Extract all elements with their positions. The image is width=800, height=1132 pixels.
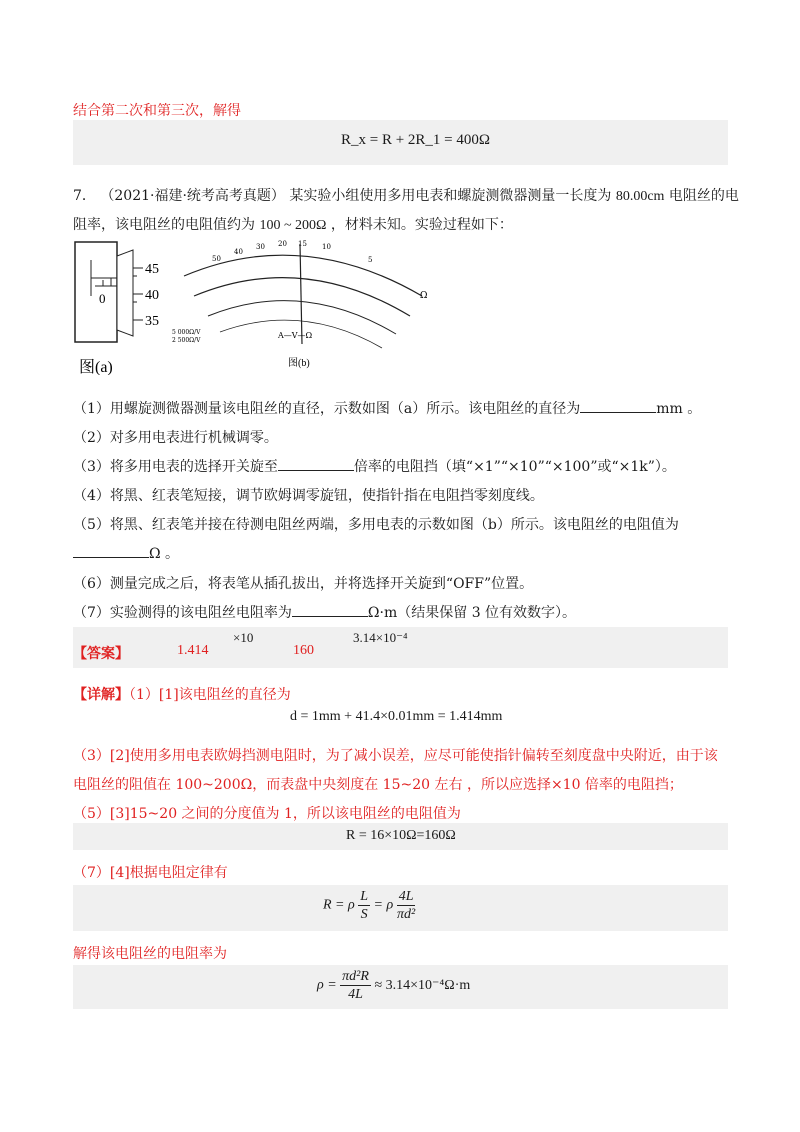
answer-value-2: ×10 — [233, 630, 254, 645]
micrometer-zero: 0 — [99, 291, 106, 306]
formula-resistance-box — [73, 823, 728, 850]
answer-box — [73, 627, 728, 668]
scale-label: 15 — [298, 240, 307, 248]
dc-scale-arc — [194, 278, 410, 316]
question-stem-2b: ，材料未知。实验过程如下： — [330, 217, 513, 233]
explanation-p3: （5）[3]15~20 之间的分度值为 1，所以该电阻丝的电阻值为 — [73, 806, 461, 822]
question-stem-cont: 电阻丝的电 — [668, 188, 739, 204]
formula-diameter: d = 1mm + 41.4×0.01mm = 1.414mm — [290, 709, 503, 724]
explanation-p4: （7）[4]根据电阻定律有 — [73, 865, 228, 881]
formula-law-box — [73, 885, 728, 931]
prev-formula: R_x = R + 2R_1 = 400Ω — [341, 132, 491, 148]
answer-blank — [73, 545, 149, 558]
question-source: （2021·福建·统考高考真题） — [100, 188, 285, 204]
fraction-den: S — [360, 907, 368, 922]
question-stem-2a: 阻率，该电阻丝的电阻值约为 — [73, 217, 255, 233]
question-number: 7． — [73, 188, 96, 204]
micrometer-thimble — [117, 250, 133, 336]
formula-law — [323, 888, 415, 923]
scale-label: 50 — [212, 255, 221, 263]
resistance-range: 100 ~ 200Ω — [259, 218, 327, 233]
step-2: （2）对多用电表进行机械调零。 — [73, 430, 278, 446]
fraction-den: 4L — [348, 987, 363, 1002]
step-text: （3）将多用电表的选择开关旋至 — [73, 459, 278, 475]
meter-avo-label: A—V—Ω — [278, 331, 313, 340]
answer-blank — [580, 400, 656, 413]
formula-resistivity-lhs: ρ = — [317, 977, 337, 993]
step-suffix: mm 。 — [656, 401, 702, 417]
formula-law-eq: = ρ — [373, 897, 394, 913]
step-4: （4）将黑、红表笔短接，调节欧姆调零旋钮，使指针指在电阻挡零刻度线。 — [73, 488, 544, 504]
scale-label: 10 — [322, 243, 331, 251]
scale-label: 20 — [278, 240, 287, 248]
fraction-l-over-s — [358, 888, 370, 923]
answer-label: 【答案】 — [73, 646, 129, 662]
step-1 — [73, 398, 701, 418]
scale-label: 30 — [256, 243, 265, 251]
prev-formula-box — [73, 120, 728, 165]
explanation-p1 — [73, 684, 291, 704]
fraction-pid2r-over-4l — [340, 968, 371, 1003]
explanation-label: 【详解】 — [73, 687, 129, 703]
meter-needle — [300, 244, 302, 344]
formula-resistivity-box — [73, 965, 728, 1009]
step-text: （1）用螺旋测微器测量该电阻丝的直径，示数如图（a）所示。该电阻丝的直径为 — [73, 401, 581, 417]
step-suffix: Ω 。 — [149, 546, 180, 562]
formula-resistivity — [317, 968, 470, 1003]
step-suffix: 倍率的电阻挡（填“×1”“×10”“×100”或“×1k”）。 — [353, 459, 676, 475]
fraction-num: 4L — [398, 889, 414, 904]
micrometer-label-45: 45 — [145, 262, 159, 277]
figure-a-label: 图(a) — [79, 359, 113, 375]
figure-b-multimeter — [172, 236, 442, 376]
scale-label: 5 — [368, 256, 373, 264]
scale-label: 40 — [234, 248, 243, 256]
step-5: （5）将黑、红表笔并接在待测电阻丝两端，多用电表的示数如图（b）所示。该电阻丝的电阻值为 — [73, 517, 679, 533]
step-text: （7）实验测得的该电阻丝电阻率为 — [73, 605, 292, 621]
prev-solution-intro: 结合第二次和第三次，解得 — [73, 103, 241, 119]
micrometer-frame — [75, 242, 117, 342]
formula-resistance: R = 16×10Ω=160Ω — [346, 828, 456, 843]
micrometer-label-40: 40 — [145, 288, 159, 303]
explanation-text: （1）[1]该电阻丝的直径为 — [129, 687, 291, 703]
answer-blank — [292, 604, 368, 617]
answer-value-3: 160 — [293, 643, 314, 658]
answer-value-4: 3.14×10⁻⁴ — [353, 630, 408, 645]
question-line-2 — [73, 214, 513, 234]
step-3 — [73, 456, 676, 476]
fraction-4l-over-pid2 — [397, 888, 416, 923]
explanation-p2-line2: 电阻丝的阻值在 100~200Ω，而表盘中央刻度在 15~20 左右 ，所以应选择×10 倍率的电阻挡； — [73, 777, 683, 793]
answer-blank — [278, 458, 354, 471]
explanation-p2-line1: （3）[2]使用多用电表欧姆挡测电阻时，为了减小误差，应尽可能使指针偏转至刻度盘中央附近，由于该 — [73, 748, 718, 764]
fraction-num: πd²R — [342, 969, 369, 984]
step-7 — [73, 602, 576, 622]
formula-law-lhs: R = ρ — [323, 897, 355, 913]
explanation-p5: 解得该电阻丝的电阻率为 — [73, 946, 227, 962]
meter-spec-1: 5 000Ω/V — [172, 329, 201, 336]
meter-spec-2: 2 500Ω/V — [172, 337, 201, 344]
figure-b-label: 图(b) — [288, 358, 310, 369]
fraction-num: L — [360, 889, 369, 904]
micrometer-label-35: 35 — [145, 314, 159, 329]
ohm-unit: Ω — [420, 291, 428, 301]
length-value: 80.00cm — [615, 189, 665, 204]
step-6: （6）测量完成之后，将表笔从插孔拔出，并将选择开关旋到“OFF”位置。 — [73, 576, 534, 592]
step-5-cont — [73, 543, 179, 563]
question-line-1 — [73, 185, 739, 205]
answer-value-1: 1.414 — [177, 643, 209, 658]
step-suffix: Ω·m（结果保留 3 位有效数字）。 — [367, 605, 577, 621]
fraction-den: πd² — [396, 907, 416, 922]
formula-resistivity-rhs: ≈ 3.14×10⁻⁴Ω·m — [374, 978, 471, 993]
figure-a-micrometer — [73, 240, 183, 375]
question-stem: 某实验小组使用多用电表和螺旋测微器测量一长度为 — [289, 188, 612, 204]
